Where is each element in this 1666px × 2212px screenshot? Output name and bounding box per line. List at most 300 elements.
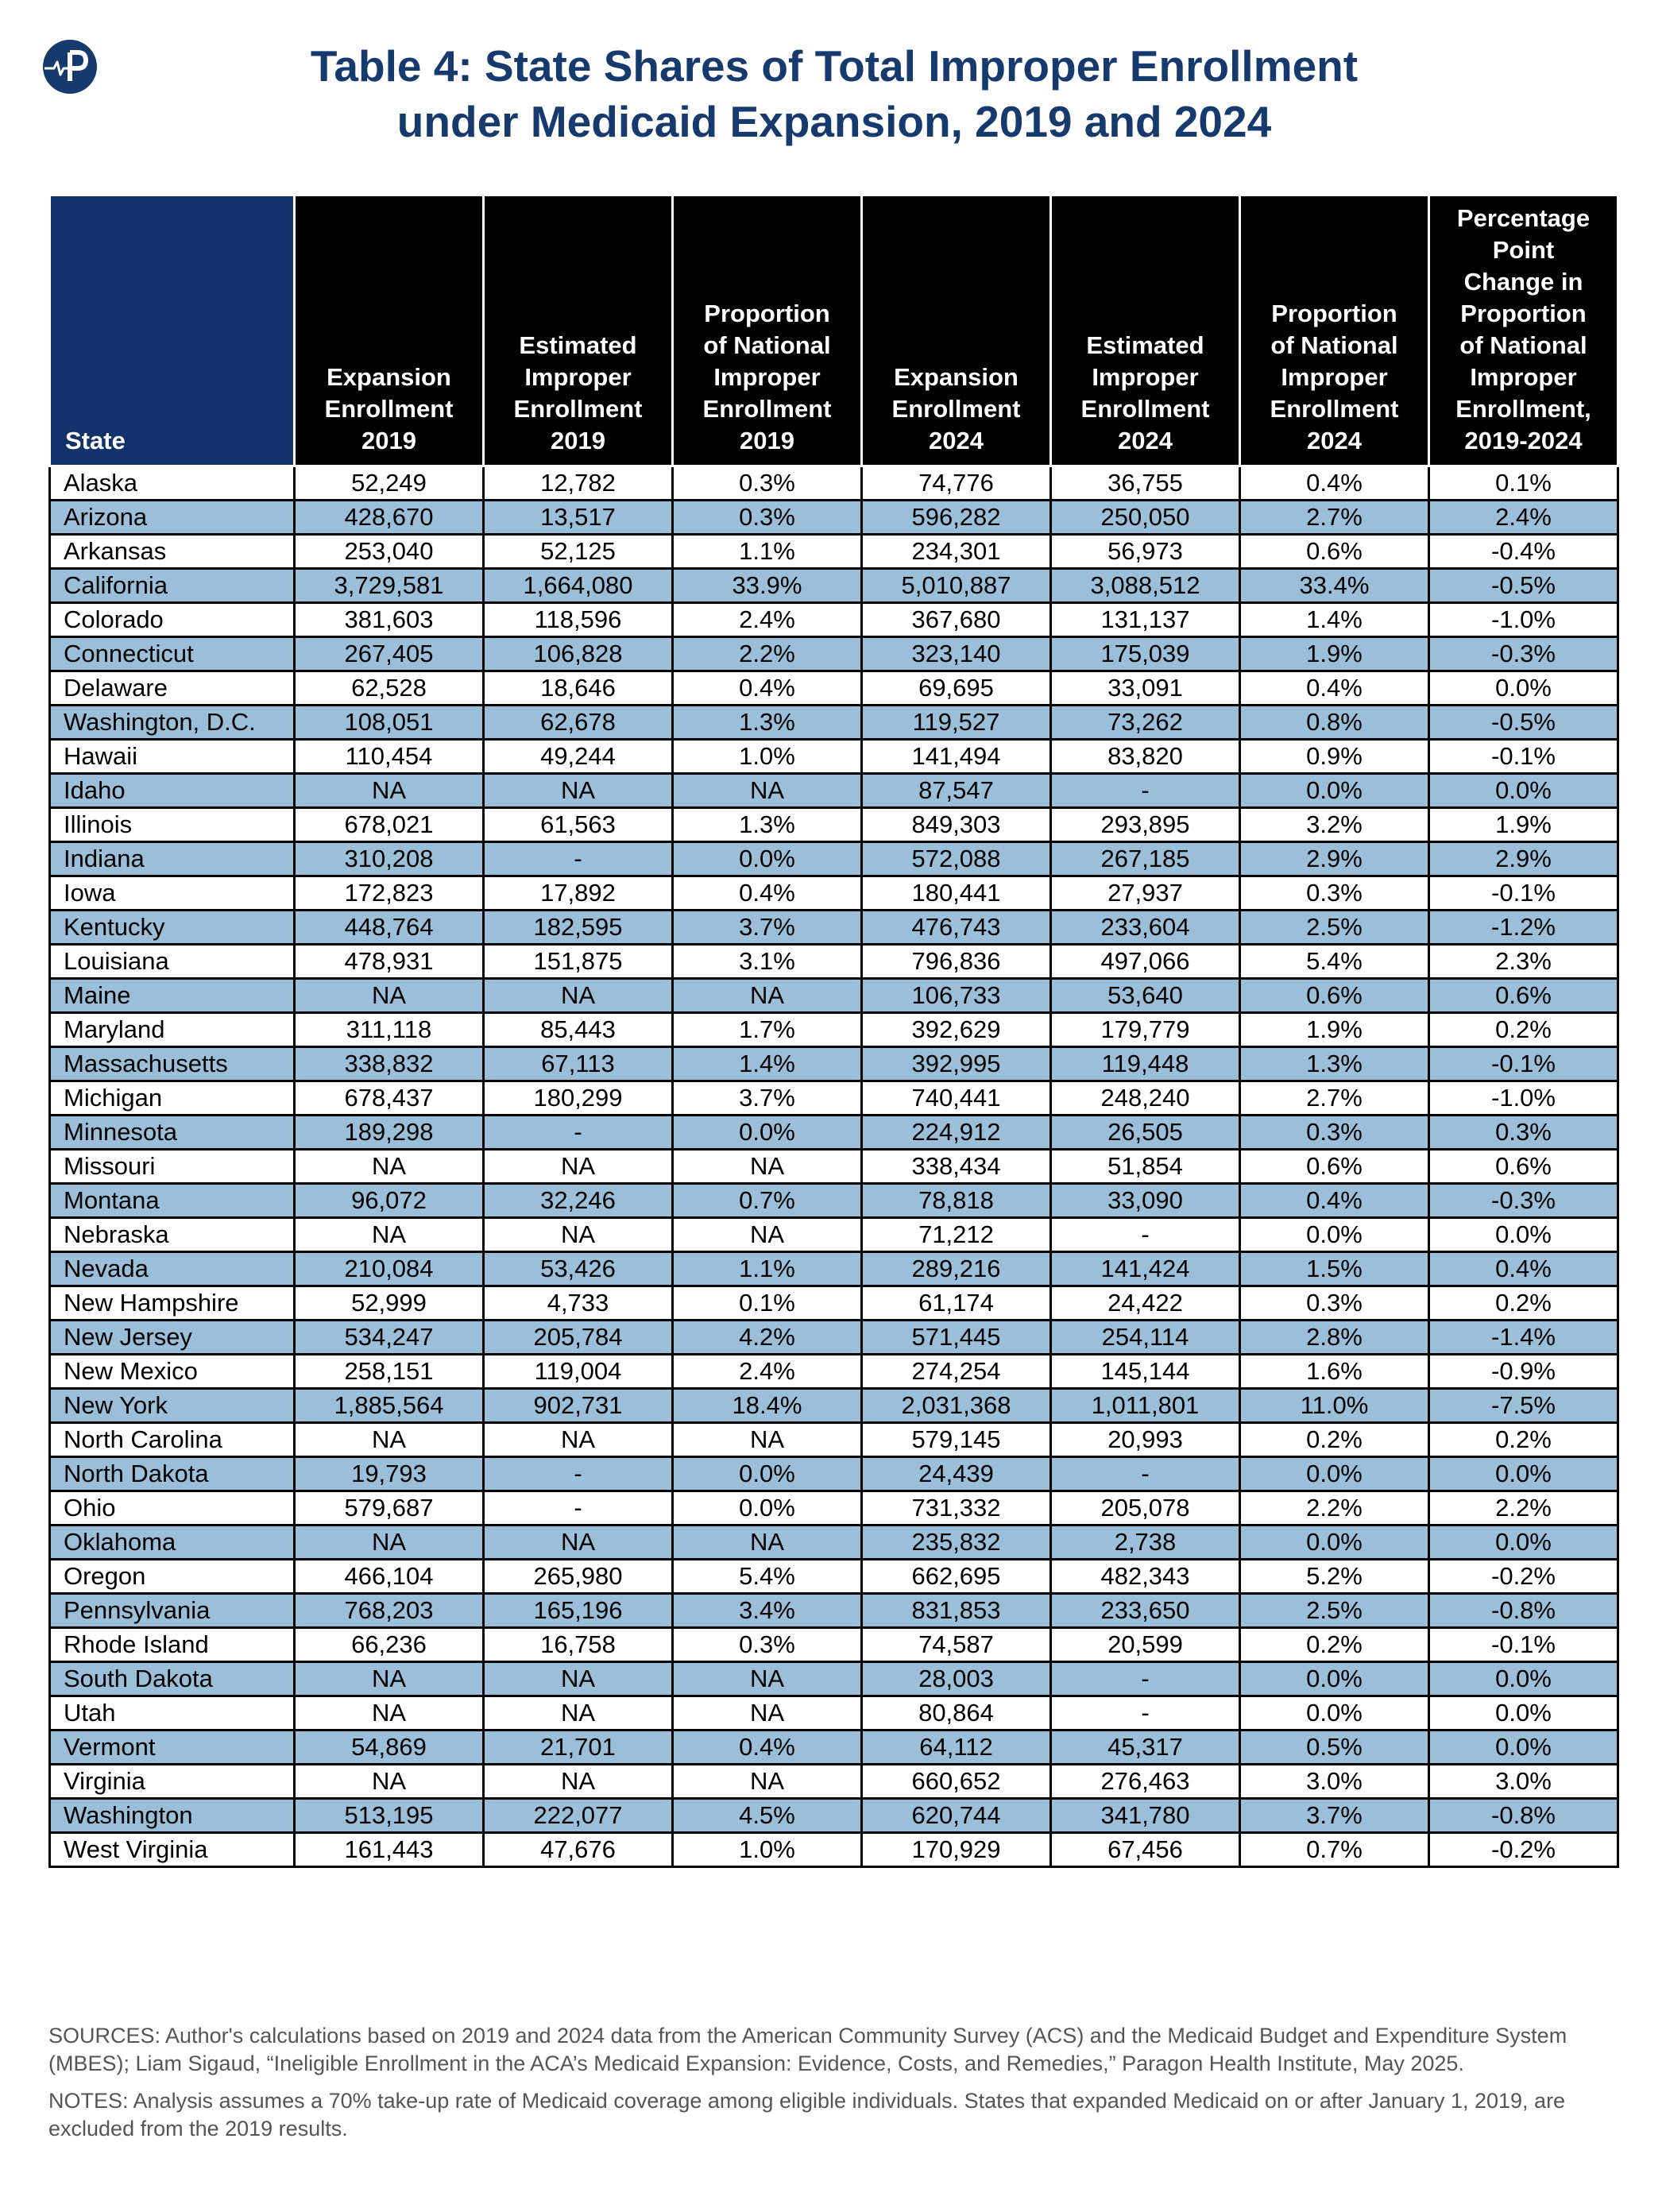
- value-cell: 289,216: [862, 1252, 1051, 1286]
- value-cell: 276,463: [1051, 1765, 1240, 1799]
- value-cell: 71,212: [862, 1218, 1051, 1252]
- value-cell: 0.0%: [673, 842, 862, 876]
- value-cell: 0.6%: [1429, 979, 1618, 1013]
- value-cell: 51,854: [1051, 1150, 1240, 1184]
- value-cell: 534,247: [295, 1321, 484, 1355]
- value-cell: -0.2%: [1429, 1560, 1618, 1594]
- value-cell: 64,112: [862, 1731, 1051, 1765]
- value-cell: 0.0%: [1429, 1218, 1618, 1252]
- table-row: [50, 1355, 1618, 1389]
- table-row: [50, 706, 1618, 740]
- value-cell: 119,527: [862, 706, 1051, 740]
- value-cell: 0.0%: [1240, 774, 1429, 808]
- state-cell: Oregon: [50, 1560, 295, 1594]
- value-cell: 310,208: [295, 842, 484, 876]
- table-row: [50, 1833, 1618, 1867]
- table-row: [50, 1662, 1618, 1696]
- state-cell: Arkansas: [50, 535, 295, 569]
- column-header-6: [1240, 195, 1429, 466]
- value-cell: NA: [484, 1662, 673, 1696]
- state-cell: Washington: [50, 1799, 295, 1833]
- value-cell: 33.9%: [673, 569, 862, 603]
- value-cell: 482,343: [1051, 1560, 1240, 1594]
- value-cell: 205,784: [484, 1321, 673, 1355]
- value-cell: -0.8%: [1429, 1799, 1618, 1833]
- value-cell: 740,441: [862, 1081, 1051, 1116]
- value-cell: 0.1%: [673, 1286, 862, 1321]
- value-cell: 392,995: [862, 1047, 1051, 1081]
- column-header-2: [484, 195, 673, 466]
- value-cell: 678,437: [295, 1081, 484, 1116]
- value-cell: 620,744: [862, 1799, 1051, 1833]
- value-cell: NA: [484, 1150, 673, 1184]
- value-cell: 119,004: [484, 1355, 673, 1389]
- table-row: [50, 1491, 1618, 1526]
- value-cell: 47,676: [484, 1833, 673, 1867]
- value-cell: 2.4%: [1429, 501, 1618, 535]
- table-row: [50, 1286, 1618, 1321]
- value-cell: 1.3%: [673, 706, 862, 740]
- value-cell: NA: [484, 1765, 673, 1799]
- value-cell: 902,731: [484, 1389, 673, 1423]
- table-row: [50, 1389, 1618, 1423]
- column-header-line: Improper: [1092, 363, 1199, 391]
- column-header-line: Estimated: [1086, 331, 1204, 359]
- column-header-line: Estimated: [519, 331, 637, 359]
- value-cell: 0.6%: [1429, 1150, 1618, 1184]
- value-cell: 0.4%: [1240, 671, 1429, 706]
- value-cell: 311,118: [295, 1013, 484, 1047]
- value-cell: 0.0%: [1240, 1526, 1429, 1560]
- value-cell: 248,240: [1051, 1081, 1240, 1116]
- column-header-line: Enrollment,: [1455, 395, 1591, 423]
- value-cell: 258,151: [295, 1355, 484, 1389]
- state-cell: Missouri: [50, 1150, 295, 1184]
- value-cell: 73,262: [1051, 706, 1240, 740]
- column-header-line: 2024: [929, 427, 984, 454]
- value-cell: 0.0%: [1429, 1662, 1618, 1696]
- value-cell: NA: [295, 774, 484, 808]
- value-cell: 0.2%: [1240, 1628, 1429, 1662]
- value-cell: 448,764: [295, 911, 484, 945]
- value-cell: 1.0%: [673, 740, 862, 774]
- value-cell: -0.3%: [1429, 637, 1618, 671]
- title-line-2: under Medicaid Expansion, 2019 and 2024: [396, 97, 1272, 146]
- value-cell: 338,434: [862, 1150, 1051, 1184]
- state-cell: New Mexico: [50, 1355, 295, 1389]
- value-cell: NA: [295, 1423, 484, 1457]
- value-cell: -: [1051, 1457, 1240, 1491]
- state-cell: Oklahoma: [50, 1526, 295, 1560]
- column-header-line: of National: [703, 331, 831, 359]
- value-cell: 572,088: [862, 842, 1051, 876]
- table-row: [50, 1047, 1618, 1081]
- value-cell: 234,301: [862, 535, 1051, 569]
- value-cell: -0.4%: [1429, 535, 1618, 569]
- value-cell: 61,563: [484, 808, 673, 842]
- value-cell: 56,973: [1051, 535, 1240, 569]
- value-cell: 3.1%: [673, 945, 862, 979]
- value-cell: 151,875: [484, 945, 673, 979]
- value-cell: -: [1051, 1696, 1240, 1731]
- column-header-line: 2024: [1307, 427, 1362, 454]
- value-cell: 0.2%: [1429, 1286, 1618, 1321]
- column-header-line: Enrollment: [324, 395, 454, 423]
- value-cell: NA: [673, 1150, 862, 1184]
- value-cell: NA: [295, 1150, 484, 1184]
- value-cell: 2.4%: [673, 603, 862, 637]
- value-cell: 0.4%: [1429, 1252, 1618, 1286]
- column-header-line: Improper: [713, 363, 821, 391]
- table-row: [50, 1013, 1618, 1047]
- table-row: [50, 911, 1618, 945]
- value-cell: NA: [295, 1526, 484, 1560]
- state-cell: North Carolina: [50, 1423, 295, 1457]
- state-cell: Ohio: [50, 1491, 295, 1526]
- column-header-7: [1429, 195, 1618, 466]
- state-cell: Utah: [50, 1696, 295, 1731]
- value-cell: 1.5%: [1240, 1252, 1429, 1286]
- column-header-line: 2019-2024: [1464, 427, 1583, 454]
- value-cell: 3.0%: [1240, 1765, 1429, 1799]
- column-header-line: Enrollment: [1270, 395, 1399, 423]
- value-cell: 1,664,080: [484, 569, 673, 603]
- value-cell: 0.0%: [1429, 774, 1618, 808]
- table-row: [50, 535, 1618, 569]
- state-cell: Massachusetts: [50, 1047, 295, 1081]
- value-cell: 205,078: [1051, 1491, 1240, 1526]
- value-cell: 20,599: [1051, 1628, 1240, 1662]
- state-cell: Idaho: [50, 774, 295, 808]
- value-cell: -: [1051, 774, 1240, 808]
- column-header-line: Percentage: [1456, 204, 1591, 232]
- value-cell: 26,505: [1051, 1116, 1240, 1150]
- value-cell: 253,040: [295, 535, 484, 569]
- column-header-line: of National: [1459, 331, 1587, 359]
- value-cell: 267,185: [1051, 842, 1240, 876]
- value-cell: 180,441: [862, 876, 1051, 911]
- value-cell: 678,021: [295, 808, 484, 842]
- value-cell: 224,912: [862, 1116, 1051, 1150]
- value-cell: 210,084: [295, 1252, 484, 1286]
- table-row: [50, 740, 1618, 774]
- value-cell: 11.0%: [1240, 1389, 1429, 1423]
- value-cell: 0.6%: [1240, 1150, 1429, 1184]
- table-row: [50, 1765, 1618, 1799]
- column-header-line: Enrollment: [513, 395, 643, 423]
- value-cell: -0.5%: [1429, 569, 1618, 603]
- value-cell: 0.3%: [1240, 1286, 1429, 1321]
- value-cell: 62,528: [295, 671, 484, 706]
- value-cell: 731,332: [862, 1491, 1051, 1526]
- value-cell: 170,929: [862, 1833, 1051, 1867]
- state-cell: Colorado: [50, 603, 295, 637]
- value-cell: 0.0%: [1429, 671, 1618, 706]
- value-cell: -1.0%: [1429, 1081, 1618, 1116]
- value-cell: 0.7%: [1240, 1833, 1429, 1867]
- column-header-line: Proportion: [1271, 300, 1397, 327]
- value-cell: 0.7%: [673, 1184, 862, 1218]
- table-row: [50, 1457, 1618, 1491]
- value-cell: -7.5%: [1429, 1389, 1618, 1423]
- value-cell: 33,090: [1051, 1184, 1240, 1218]
- table-row: [50, 1116, 1618, 1150]
- value-cell: 0.4%: [673, 1731, 862, 1765]
- column-header-line: Enrollment: [1080, 395, 1210, 423]
- value-cell: 250,050: [1051, 501, 1240, 535]
- value-cell: 1.3%: [673, 808, 862, 842]
- value-cell: 0.0%: [1429, 1526, 1618, 1560]
- value-cell: 4.5%: [673, 1799, 862, 1833]
- value-cell: 83,820: [1051, 740, 1240, 774]
- value-cell: 3.7%: [673, 1081, 862, 1116]
- state-cell: Maryland: [50, 1013, 295, 1047]
- table-row: [50, 876, 1618, 911]
- methodology-note: NOTES: Analysis assumes a 70% take-up rate of Medicaid coverage among eligible individuals. States that expanded Medicaid on or after January 1, 2019, are excluded from the 2019 results.: [48, 2089, 1566, 2140]
- value-cell: NA: [484, 979, 673, 1013]
- value-cell: 110,454: [295, 740, 484, 774]
- value-cell: 254,114: [1051, 1321, 1240, 1355]
- value-cell: -: [484, 1116, 673, 1150]
- title-line-1: Table 4: State Shares of Total Improper Enrollment: [310, 41, 1359, 91]
- table-row: [50, 637, 1618, 671]
- table-row: [50, 1252, 1618, 1286]
- value-cell: 3.7%: [673, 911, 862, 945]
- value-cell: 2.2%: [1429, 1491, 1618, 1526]
- value-cell: 1,011,801: [1051, 1389, 1240, 1423]
- table-row: [50, 1184, 1618, 1218]
- state-cell: Pennsylvania: [50, 1594, 295, 1628]
- value-cell: 66,236: [295, 1628, 484, 1662]
- state-cell: Hawaii: [50, 740, 295, 774]
- column-header-line: Expansion: [894, 363, 1019, 391]
- value-cell: 179,779: [1051, 1013, 1240, 1047]
- table-row: [50, 569, 1618, 603]
- value-cell: 235,832: [862, 1526, 1051, 1560]
- value-cell: 265,980: [484, 1560, 673, 1594]
- value-cell: 0.0%: [1429, 1731, 1618, 1765]
- value-cell: 12,782: [484, 466, 673, 501]
- value-cell: 85,443: [484, 1013, 673, 1047]
- value-cell: -: [484, 1491, 673, 1526]
- value-cell: -0.1%: [1429, 740, 1618, 774]
- value-cell: 0.3%: [1240, 1116, 1429, 1150]
- value-cell: 189,298: [295, 1116, 484, 1150]
- state-cell: North Dakota: [50, 1457, 295, 1491]
- value-cell: -1.4%: [1429, 1321, 1618, 1355]
- column-header-line: Improper: [1470, 363, 1577, 391]
- table-row: [50, 1799, 1618, 1833]
- column-header-5: [1051, 195, 1240, 466]
- value-cell: -1.0%: [1429, 603, 1618, 637]
- value-cell: 87,547: [862, 774, 1051, 808]
- value-cell: 96,072: [295, 1184, 484, 1218]
- table-row: [50, 1218, 1618, 1252]
- value-cell: 338,832: [295, 1047, 484, 1081]
- table-row: [50, 774, 1618, 808]
- column-header-line: Proportion: [704, 300, 830, 327]
- value-cell: 3,729,581: [295, 569, 484, 603]
- value-cell: 660,652: [862, 1765, 1051, 1799]
- column-header-line: 2019: [740, 427, 794, 454]
- state-cell: South Dakota: [50, 1662, 295, 1696]
- value-cell: 2,738: [1051, 1526, 1240, 1560]
- value-cell: NA: [484, 1423, 673, 1457]
- value-cell: 4.2%: [673, 1321, 862, 1355]
- state-cell: Vermont: [50, 1731, 295, 1765]
- value-cell: NA: [673, 1662, 862, 1696]
- value-cell: 0.3%: [673, 501, 862, 535]
- value-cell: NA: [673, 774, 862, 808]
- value-cell: 478,931: [295, 945, 484, 979]
- value-cell: 19,793: [295, 1457, 484, 1491]
- table-row: [50, 1526, 1618, 1560]
- value-cell: 141,424: [1051, 1252, 1240, 1286]
- value-cell: 1.9%: [1240, 637, 1429, 671]
- value-cell: 831,853: [862, 1594, 1051, 1628]
- table-row: [50, 808, 1618, 842]
- value-cell: 392,629: [862, 1013, 1051, 1047]
- value-cell: 0.4%: [1240, 1184, 1429, 1218]
- table-row: [50, 1560, 1618, 1594]
- value-cell: NA: [295, 1662, 484, 1696]
- value-cell: 0.1%: [1429, 466, 1618, 501]
- value-cell: 54,869: [295, 1731, 484, 1765]
- value-cell: 222,077: [484, 1799, 673, 1833]
- value-cell: 796,836: [862, 945, 1051, 979]
- value-cell: 2.5%: [1240, 911, 1429, 945]
- state-cell: Virginia: [50, 1765, 295, 1799]
- value-cell: 0.3%: [1240, 876, 1429, 911]
- value-cell: 3.4%: [673, 1594, 862, 1628]
- value-cell: 571,445: [862, 1321, 1051, 1355]
- value-cell: 67,113: [484, 1047, 673, 1081]
- value-cell: 67,456: [1051, 1833, 1240, 1867]
- column-header-1: [295, 195, 484, 466]
- value-cell: 28,003: [862, 1662, 1051, 1696]
- value-cell: 497,066: [1051, 945, 1240, 979]
- value-cell: 32,246: [484, 1184, 673, 1218]
- value-cell: -: [484, 1457, 673, 1491]
- value-cell: 5,010,887: [862, 569, 1051, 603]
- table-row: [50, 1731, 1618, 1765]
- value-cell: 579,145: [862, 1423, 1051, 1457]
- value-cell: 49,244: [484, 740, 673, 774]
- value-cell: NA: [295, 1765, 484, 1799]
- state-cell: Nebraska: [50, 1218, 295, 1252]
- table-row: [50, 1150, 1618, 1184]
- value-cell: NA: [673, 979, 862, 1013]
- state-cell: Minnesota: [50, 1116, 295, 1150]
- value-cell: 78,818: [862, 1184, 1051, 1218]
- value-cell: 2.7%: [1240, 1081, 1429, 1116]
- value-cell: -: [1051, 1662, 1240, 1696]
- value-cell: 52,249: [295, 466, 484, 501]
- value-cell: 0.0%: [1429, 1696, 1618, 1731]
- value-cell: 27,937: [1051, 876, 1240, 911]
- column-header-line: 2019: [551, 427, 605, 454]
- value-cell: NA: [484, 774, 673, 808]
- value-cell: 768,203: [295, 1594, 484, 1628]
- state-cell: Maine: [50, 979, 295, 1013]
- value-cell: 0.0%: [1240, 1457, 1429, 1491]
- column-header-line: Point: [1492, 236, 1555, 264]
- value-cell: 141,494: [862, 740, 1051, 774]
- value-cell: 5.2%: [1240, 1560, 1429, 1594]
- value-cell: 1.0%: [673, 1833, 862, 1867]
- value-cell: 21,701: [484, 1731, 673, 1765]
- table-row: [50, 979, 1618, 1013]
- value-cell: 2,031,368: [862, 1389, 1051, 1423]
- value-cell: NA: [484, 1526, 673, 1560]
- value-cell: 2.2%: [1240, 1491, 1429, 1526]
- value-cell: 233,650: [1051, 1594, 1240, 1628]
- value-cell: 1.4%: [673, 1047, 862, 1081]
- value-cell: 182,595: [484, 911, 673, 945]
- state-cell: New York: [50, 1389, 295, 1423]
- value-cell: 1.1%: [673, 1252, 862, 1286]
- value-cell: 0.2%: [1429, 1423, 1618, 1457]
- value-cell: NA: [484, 1218, 673, 1252]
- state-cell: Illinois: [50, 808, 295, 842]
- value-cell: 5.4%: [1240, 945, 1429, 979]
- table-row: [50, 501, 1618, 535]
- value-cell: 3.7%: [1240, 1799, 1429, 1833]
- value-cell: 0.0%: [1240, 1662, 1429, 1696]
- value-cell: 4,733: [484, 1286, 673, 1321]
- value-cell: 53,640: [1051, 979, 1240, 1013]
- value-cell: 16,758: [484, 1628, 673, 1662]
- value-cell: -0.2%: [1429, 1833, 1618, 1867]
- value-cell: 3,088,512: [1051, 569, 1240, 603]
- value-cell: 0.3%: [673, 466, 862, 501]
- table-row: [50, 466, 1618, 501]
- value-cell: 0.6%: [1240, 979, 1429, 1013]
- table-row: [50, 1321, 1618, 1355]
- column-header-line: State: [65, 427, 126, 454]
- value-cell: 45,317: [1051, 1731, 1240, 1765]
- value-cell: 3.2%: [1240, 808, 1429, 842]
- value-cell: 161,443: [295, 1833, 484, 1867]
- table-row: [50, 671, 1618, 706]
- column-header-4: [862, 195, 1051, 466]
- value-cell: 33,091: [1051, 671, 1240, 706]
- value-cell: 53,426: [484, 1252, 673, 1286]
- sources-note: SOURCES: Author's calculations based on 2019 and 2024 data from the American Community Survey (ACS) and the Medicaid Budget and Expenditure System (MBES); Liam Sigaud, “Ineligible Enrollment in the ACA’s Medicaid Expansion: Evidence, Costs, and Remedies,” Paragon Health Institute, May 2025.: [48, 2024, 1567, 2075]
- value-cell: 0.0%: [673, 1491, 862, 1526]
- value-cell: -: [484, 842, 673, 876]
- state-cell: Nevada: [50, 1252, 295, 1286]
- value-cell: 13,517: [484, 501, 673, 535]
- column-header-line: 2019: [361, 427, 416, 454]
- value-cell: 293,895: [1051, 808, 1240, 842]
- table-row: [50, 603, 1618, 637]
- state-cell: Arizona: [50, 501, 295, 535]
- column-header-line: 2024: [1118, 427, 1173, 454]
- value-cell: 0.0%: [1240, 1218, 1429, 1252]
- state-cell: Kentucky: [50, 911, 295, 945]
- footnotes: [48, 2022, 1617, 2152]
- value-cell: NA: [484, 1696, 673, 1731]
- value-cell: NA: [295, 979, 484, 1013]
- value-cell: 74,587: [862, 1628, 1051, 1662]
- value-cell: NA: [673, 1423, 862, 1457]
- value-cell: 2.4%: [673, 1355, 862, 1389]
- value-cell: 428,670: [295, 501, 484, 535]
- column-header-line: Enrollment: [702, 395, 832, 423]
- state-cell: Iowa: [50, 876, 295, 911]
- value-cell: 0.2%: [1240, 1423, 1429, 1457]
